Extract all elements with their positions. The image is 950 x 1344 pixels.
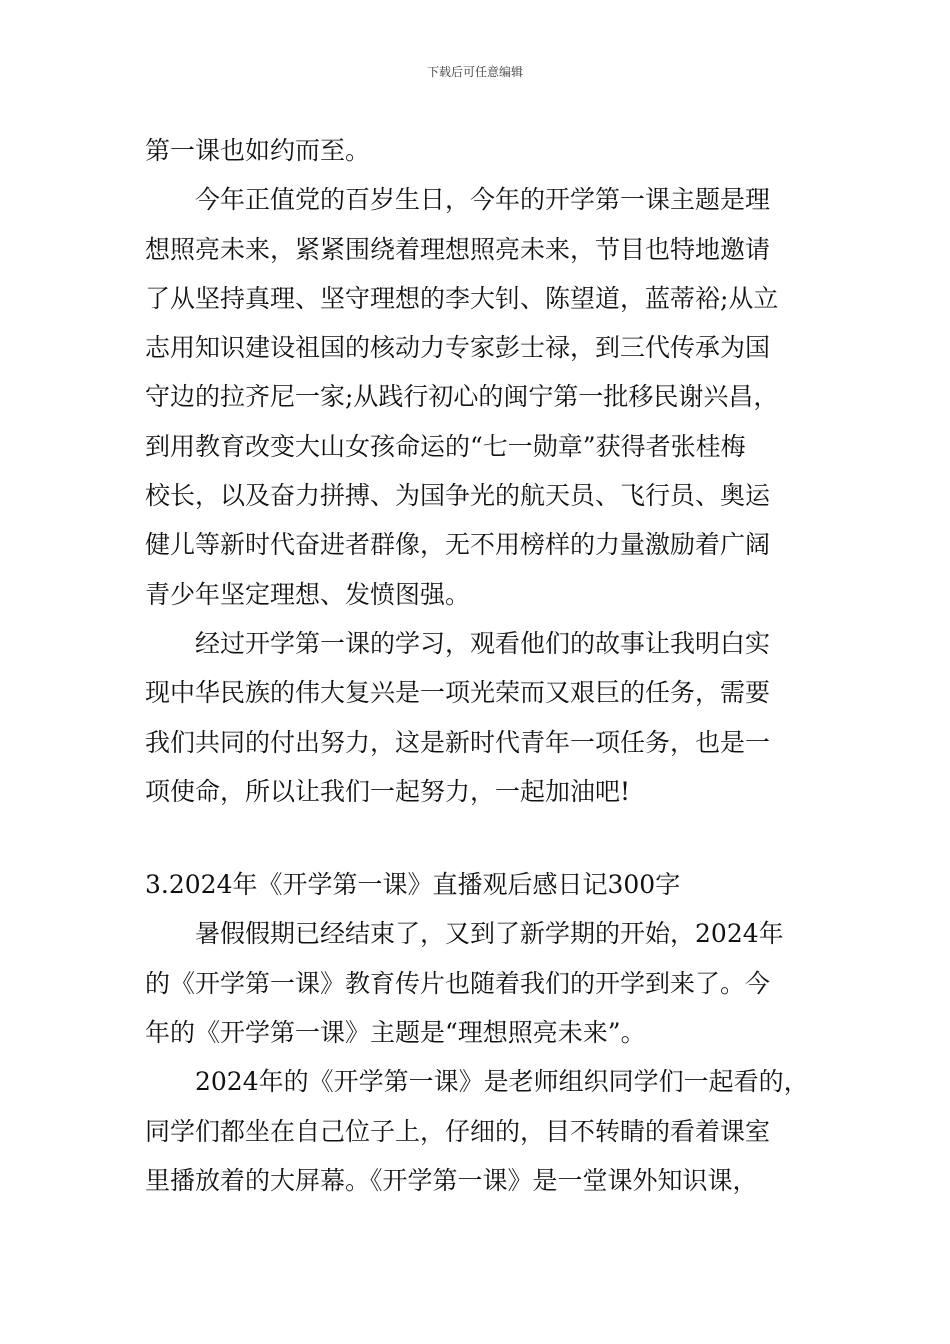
paragraph-line: 志用知识建设祖国的核动力专家彭士禄，到三代传承为国	[145, 333, 771, 363]
paragraph-line: 2024年的《开学第一课》是老师组织同学们一起看的，	[195, 1067, 809, 1097]
paragraph-line: 青少年坚定理想、发愤图强。	[145, 579, 471, 609]
paragraph-line: 守边的拉齐尼一家;从践行初心的闽宁第一批移民谢兴昌，	[145, 382, 779, 412]
paragraph-line: 第一课也如约而至。	[145, 136, 371, 165]
paragraph-line: 现中华民族的伟大复兴是一项光荣而又艰巨的任务，需要	[145, 678, 771, 708]
paragraph-line: 暑假假期已经结束了，又到了新学期的开始，2024年	[195, 919, 784, 949]
paragraph-line: 年的《开学第一课》主题是“理想照亮未来”。	[145, 1018, 646, 1048]
paragraph-line: 的《开学第一课》教育传片也随着我们的开学到来了。今	[145, 968, 771, 998]
paragraph-line: 到用教育改变大山女孩命运的“七一勋章”获得者张桂梅	[145, 431, 746, 461]
paragraph-line: 想照亮未来，紧紧围绕着理想照亮未来，节目也特地邀请	[145, 234, 771, 264]
section-heading: 3.2024年《开学第一课》直播观后感日记300字	[145, 870, 681, 900]
paragraph-line: 我们共同的付出努力，这是新时代青年一项任务，也是一	[145, 727, 771, 757]
paragraph-line: 经过开学第一课的学习，观看他们的故事让我明白实	[195, 628, 771, 658]
page-header-note: 下载后可任意编辑	[426, 65, 523, 79]
section-spacer	[145, 816, 810, 860]
paragraph-line: 健儿等新时代奋进者群像，无不用榜样的力量激励着广阔	[145, 530, 771, 560]
paragraph-line: 今年正值党的百岁生日，今年的开学第一课主题是理	[195, 185, 771, 215]
document-body	[145, 126, 810, 1205]
paragraph-line: 里播放着的大屏幕。《开学第一课》是一堂课外知识课，	[145, 1165, 758, 1195]
paragraph-line: 同学们都坐在自己位子上，仔细的，目不转睛的看着课室	[145, 1116, 771, 1146]
paragraph-line: 了从坚持真理、坚守理想的李大钊、陈望道，蓝蒂裕;从立	[145, 283, 779, 313]
paragraph-line: 校长，以及奋力拼搏、为国争光的航天员、飞行员、奥运	[145, 481, 771, 511]
paragraph-line: 项使命，所以让我们一起努力，一起加油吧!	[145, 776, 631, 806]
